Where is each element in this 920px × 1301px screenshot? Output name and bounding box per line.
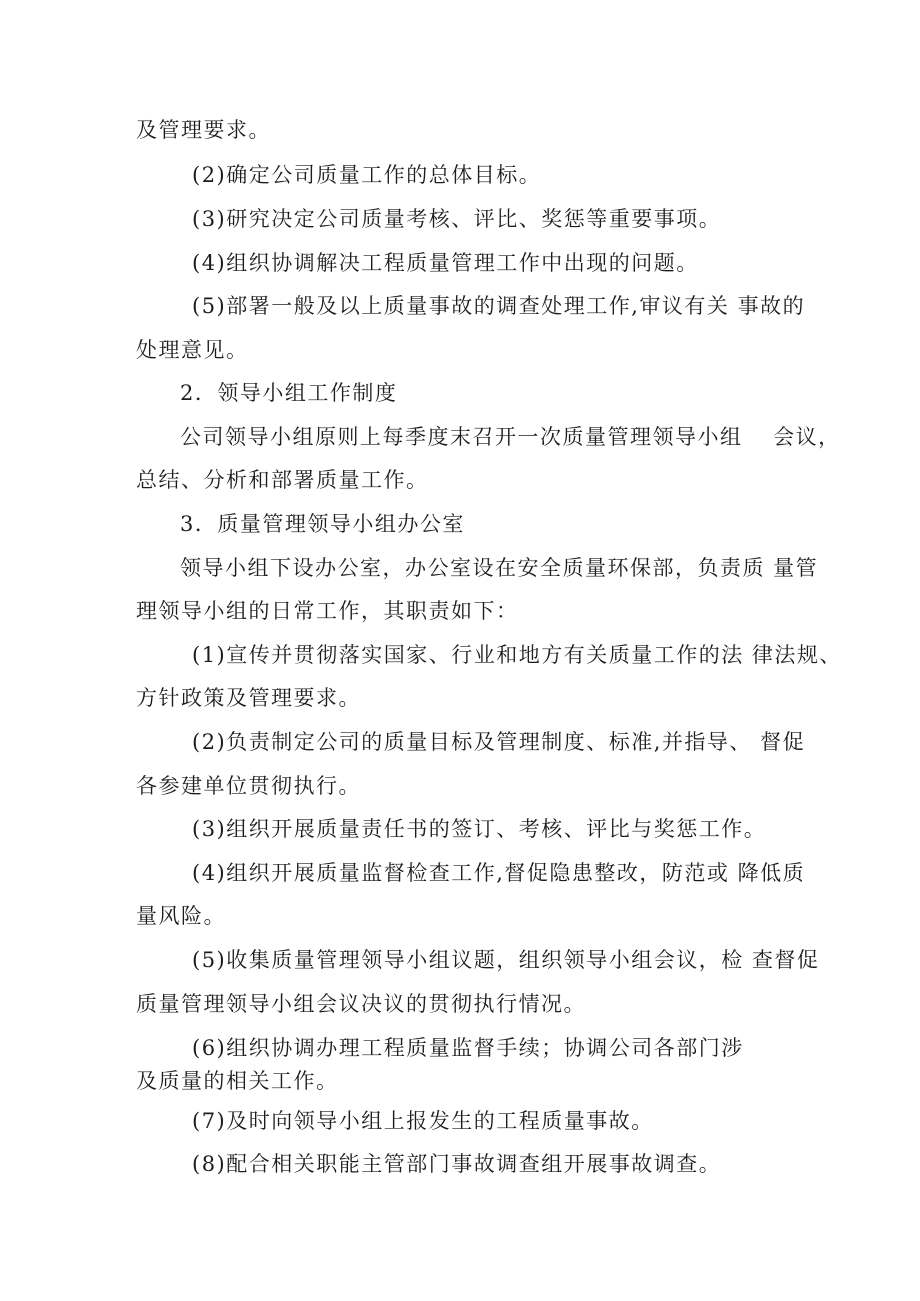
list-item-text: (7)及时向领导小组上报发生的工程质量事故。 <box>192 1109 654 1133</box>
text-line: 方针政策及管理要求。 <box>136 686 361 710</box>
text-line: 及管理要求。 <box>136 118 271 142</box>
list-item-text: (3)研究决定公司质量考核、评比、奖惩等重要事项。 <box>192 207 722 231</box>
text-line: 量风险。 <box>136 904 226 928</box>
text-line: 处理意见。 <box>136 338 249 362</box>
paragraph-text: 领导小组下设办公室，办公室设在安全质量环保部，负责质 量管 <box>180 556 819 580</box>
paragraph-text: 公司领导小组原则上每季度末召开一次质量管理领导小组 会议， <box>180 425 841 449</box>
list-item-text: (5)部署一般及以上质量事故的调查处理工作,审议有关 事故的 <box>192 294 806 318</box>
list-item-text: (3)组织开展质量责任书的签订、考核、评比与奖惩工作。 <box>192 817 767 841</box>
list-item-text: (6)组织协调办理工程质量监督手续；协调公司各部门涉 <box>192 1036 744 1060</box>
list-item-text: (4)组织协调解决工程质量管理工作中出现的问题。 <box>192 251 699 275</box>
list-item-text: (4)组织开展质量监督检查工作,督促隐患整改，防范或 降低质 <box>192 861 806 885</box>
text-line: 质量管理领导小组会议决议的贯彻执行情况。 <box>136 992 586 1016</box>
list-item-text: (1)宣传并贯彻落实国家、行业和地方有关质量工作的法 律法规、 <box>192 643 842 667</box>
text-line: 总结、分析和部署质量工作。 <box>136 468 429 492</box>
text-line: 及质量的相关工作。 <box>136 1069 339 1093</box>
section-heading: 3．质量管理领导小组办公室 <box>180 512 465 536</box>
list-item-text: (8)配合相关职能主管部门事故调查组开展事故调查。 <box>192 1152 722 1176</box>
list-item-text: (2)确定公司质量工作的总体目标。 <box>192 163 542 187</box>
section-heading: 2．领导小组工作制度 <box>180 381 398 405</box>
text-line: 理领导小组的日常工作，其职责如下： <box>136 599 519 623</box>
list-item-text: (5)收集质量管理领导小组议题，组织领导小组会议，检 查督促 <box>192 948 820 972</box>
list-item-text: (2)负责制定公司的质量目标及管理制度、标准,并指导、 督促 <box>192 730 806 754</box>
text-line: 各参建单位贯彻执行。 <box>136 774 361 798</box>
